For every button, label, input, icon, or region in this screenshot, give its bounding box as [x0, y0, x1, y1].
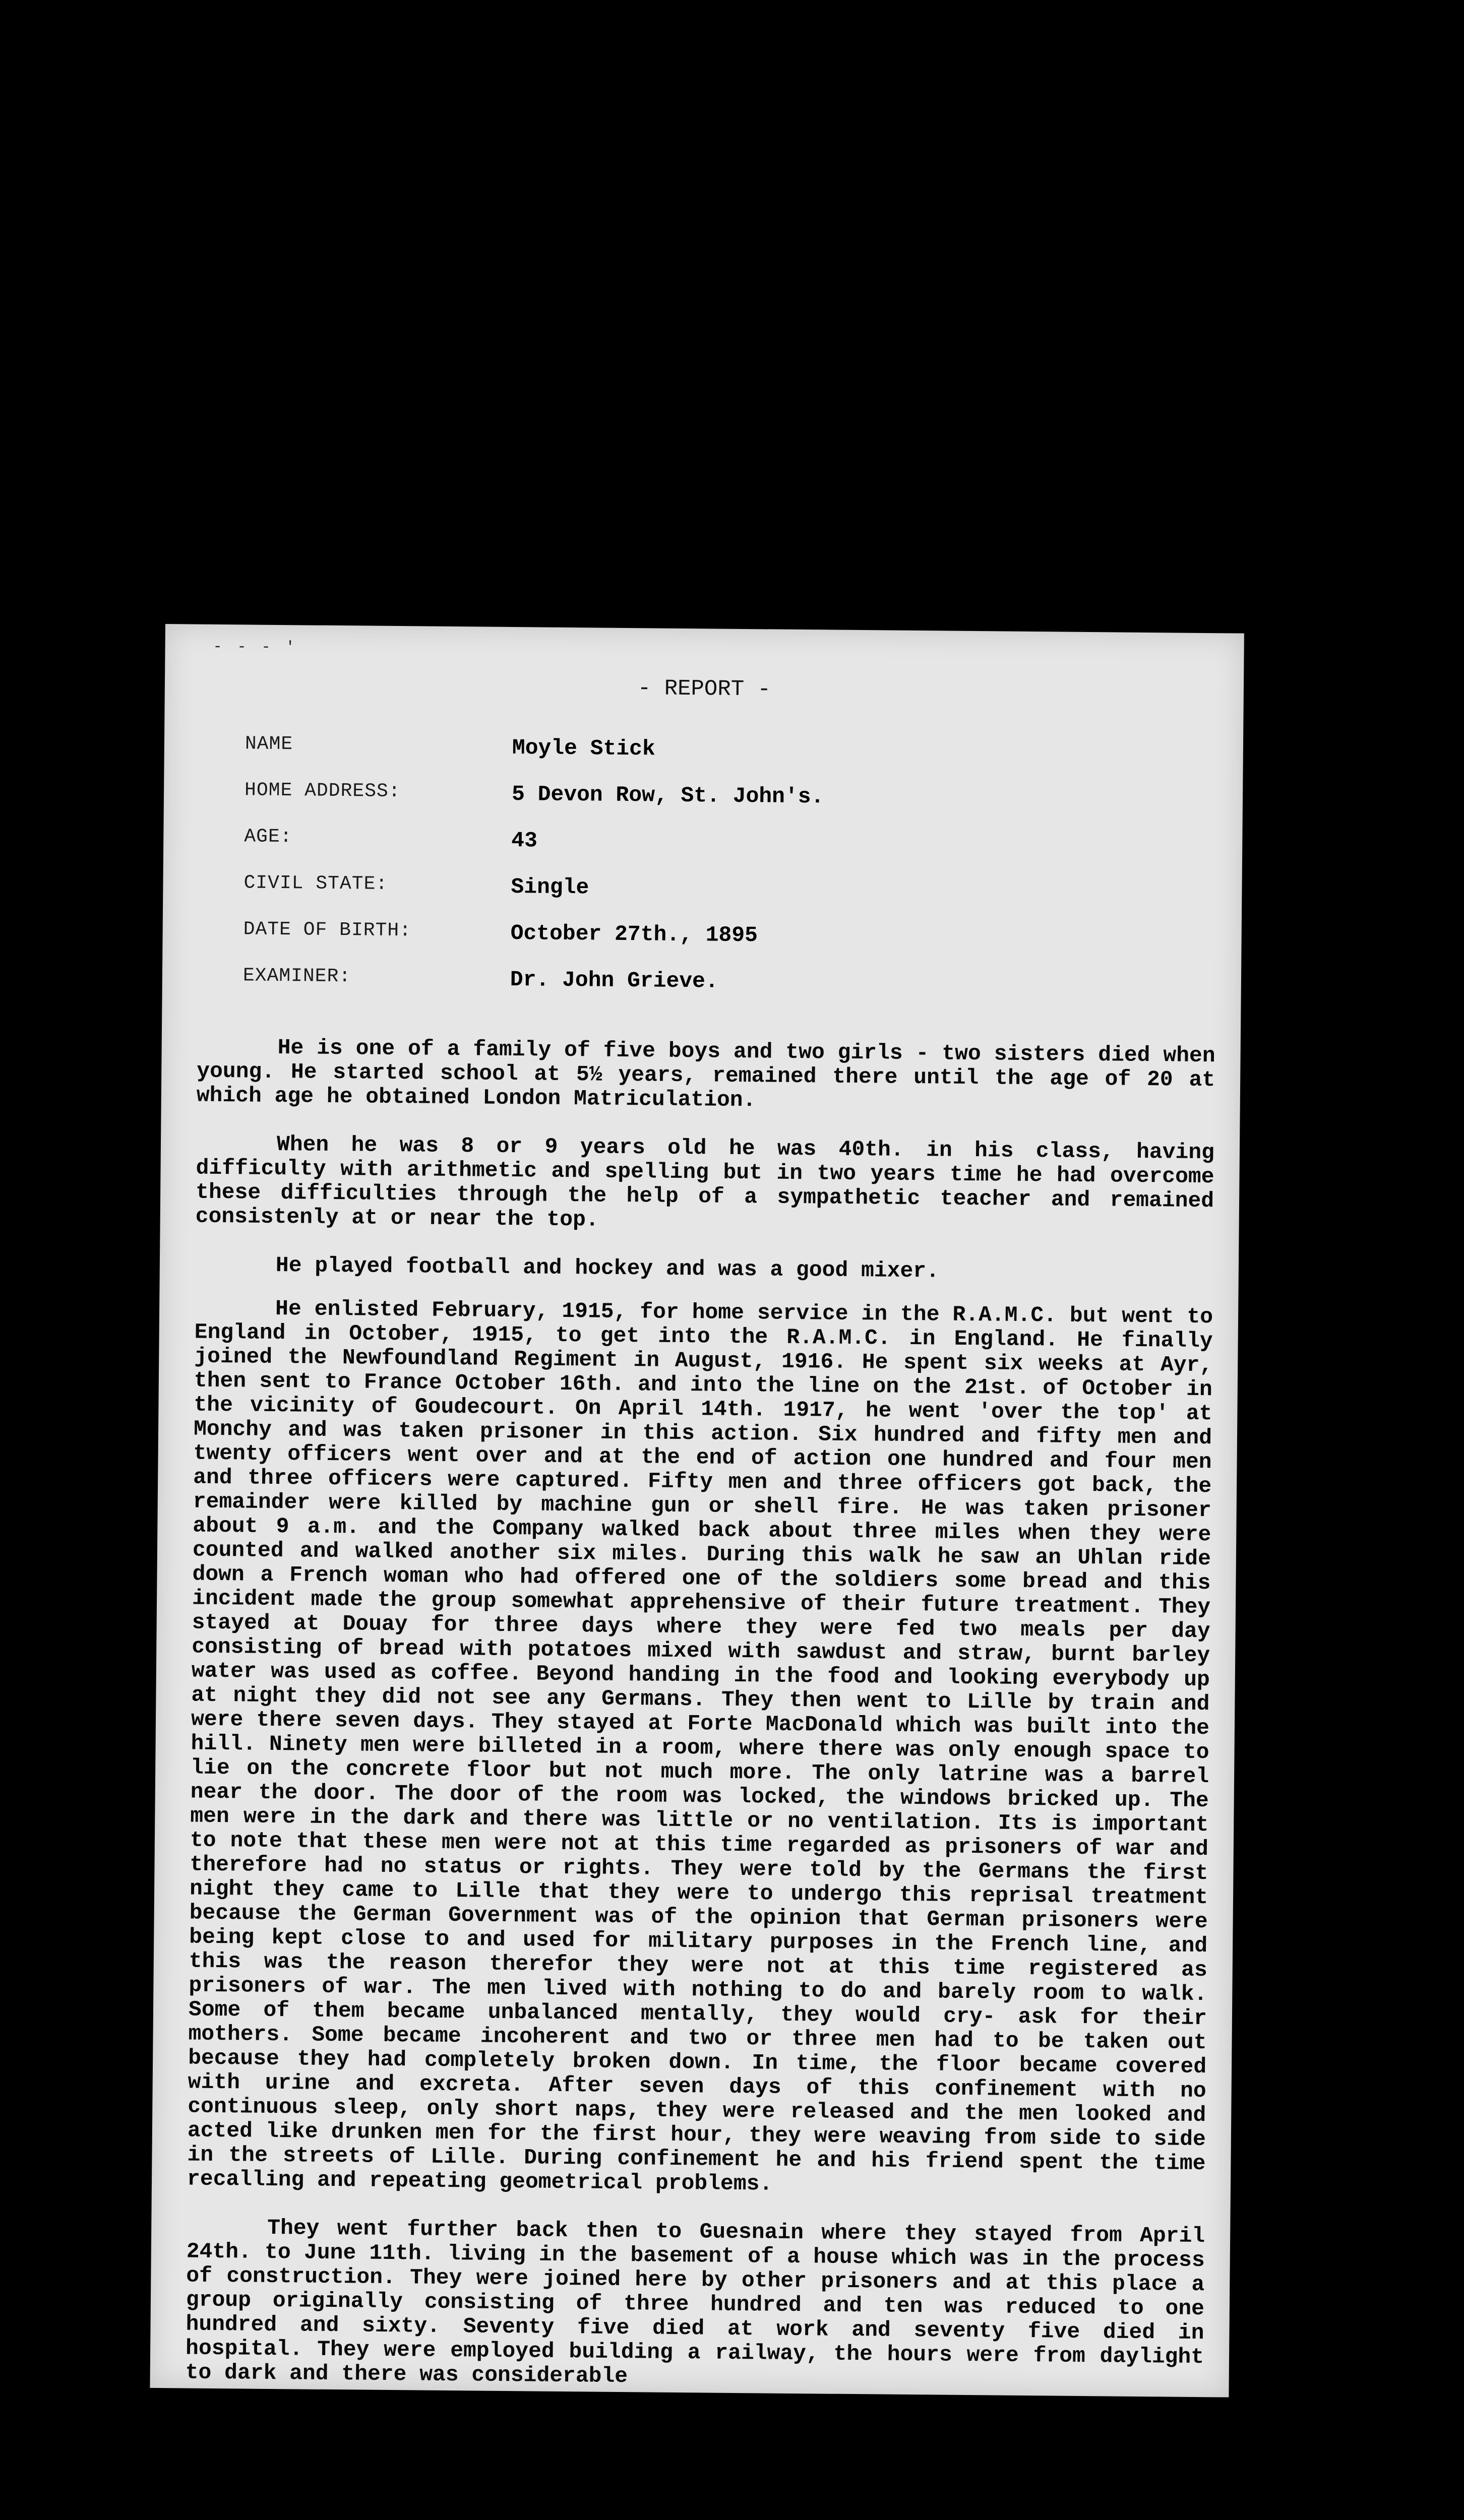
paragraph-sports: He played football and hockey and was a good mixer. — [275, 1252, 940, 1284]
field-label: HOME ADDRESS: — [244, 779, 401, 803]
corner-mark: - - - ' — [213, 638, 298, 657]
field-age — [244, 826, 1152, 880]
field-civil-state — [243, 872, 1151, 926]
report-title: - REPORT - — [637, 676, 771, 703]
paragraph-family: He is one of a family of five boys and two girls - two sisters died when young. He started school at 5½ years, remained there until the age of 20 at which age he obtained London Matriculation. — [196, 1035, 1229, 1113]
field-value: Dr. John Grieve. — [510, 967, 718, 994]
field-value: Moyle Stick — [512, 735, 655, 762]
paragraph-schooling: When he was 8 or 9 years old he was 40th. in his class, having difficulty with arithmetic and spelling but in two years time he had overcome these difficulties through the help of a sympathetic teacher and remained consistenly at or near the top. — [195, 1131, 1228, 1232]
field-home-address — [245, 779, 1152, 834]
report-body — [185, 1035, 1229, 2418]
field-value: October 27th., 1895 — [510, 920, 758, 948]
field-label: CIVIL STATE: — [243, 872, 388, 895]
report-page — [150, 624, 1244, 2398]
field-examiner — [242, 965, 1150, 1019]
field-value: 5 Devon Row, St. John's. — [511, 782, 824, 809]
field-name — [245, 733, 1152, 787]
paragraph-guesnain: They went further back then to Guesnain where they stayed from April 24th. to June 11th. living in the basement of a house which was in the process of construction. They were joined here by other prisoners and at this place a group originally consisting of three hundred and ten was reduced to one hundred and sixty. Seventy five died at work and seventy five died in hospital. They were employed building a railway, the hours were from daylight to dark and there was considerable — [185, 2215, 1218, 2389]
field-label: DATE OF BIRTH: — [243, 918, 412, 942]
field-date-of-birth — [243, 918, 1151, 973]
field-value: 43 — [511, 828, 538, 853]
field-label: EXAMINER: — [242, 965, 351, 988]
paragraph-service: He enlisted February, 1915, for home service in the R.A.M.C. but went to England in October, 1915, to get into the R.A.M.C. in England. He finally joined the Newfoundland Regiment in August, 1916. He spent six weeks at Ayr, then sent to France October 16th. and into the line on the 21st. of October in the vicinity of Goudecourt. On April 14th. 1917, he went 'over the top' at Monchy and was taken prisoner in this action. Six hundred and fifty men and twenty officers went over and at the end of action one hundred and four men and three officers were captured. Fifty men and three officers got back, the remainder were killed by machine gun or shell fire. He was taken prisoner about 9 a.m. and the Company walked back about three miles when they were counted and walked another six miles. During this walk he saw an Uhlan ride down a French woman who had offered one of the soldiers some bread and this incident made the group somewhat apprehensive of their future treatment. They stayed at Douay for three days where they were fed two meals per day consisting of bread with potatoes mixed with sawdust and straw, burnt barley water was used as coffee. Beyond handing in the food and looking everybody up at night they did not see any Germans. They then went to Lille by train and were there seven days. They stayed at Forte MacDonald which was built into the hill. Ninety men were billeted in a room, where there was only enough space to lie on the concrete floor but not much more. The only latrine was a barrel near the door. The door of the room was locked, the windows bricked up. The men were in the dark and there was little or no ventilation. Its is important to note that these men were not at this time regarded as prisoners of war and therefore had no status or rights. They were told by the Germans the first night they came to Lille that they were to undergo this reprisal treatment because the German Government was of the opinion that German prisoners were being kept close to and used for military purposes in the French line, and this was the reason therefor they were not at this time registered as prisoners of war. The men lived with nothing to do and barely room to walk. Some of them became unbalanced mentally, they would cry- ask for their mothers. Some became incoherent and two or three men had to be taken out because they had completely broken down. In time, the floor became covered with urine and excreta. After seven days of this confinement with no continuous sleep, only short naps, they were released and the men looked and acted like drunken men for the first hour, they were weaving from side to side in the streets of Lille. During confinement he and his friend spent the time recalling and repeating geometrical problems. — [187, 1296, 1227, 2196]
field-label: AGE: — [244, 826, 292, 848]
report-fields — [242, 733, 1152, 1019]
field-value: Single — [511, 874, 589, 900]
field-label: NAME — [245, 733, 293, 755]
